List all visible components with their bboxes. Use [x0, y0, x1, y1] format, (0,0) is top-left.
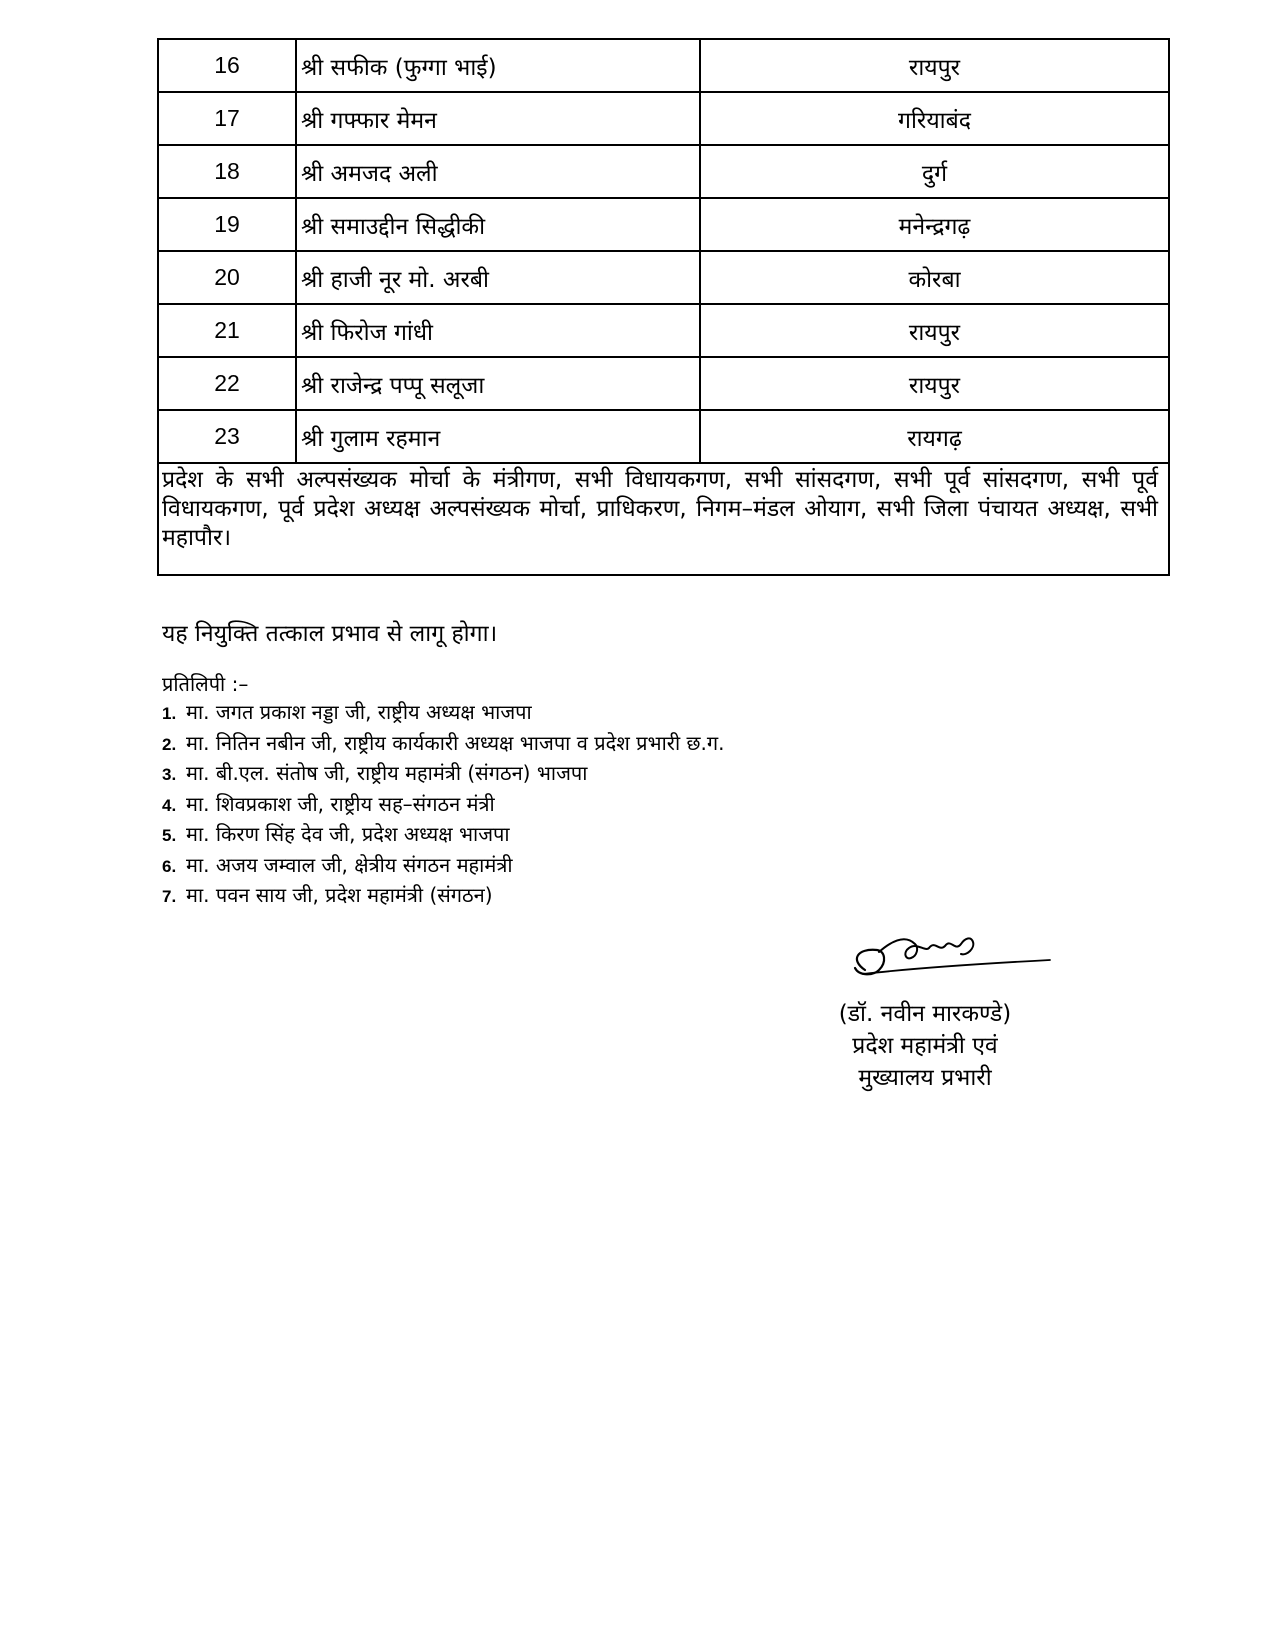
list-item-text: मा. पवन साय जी, प्रदेश महामंत्री (संगठन) [186, 883, 493, 907]
signatory-designation-secondary: मुख्यालय प्रभारी [858, 1065, 992, 1091]
list-item-number: 4. [162, 795, 177, 815]
member-name-cell: श्री सफीक (फुग्गा भाई) [296, 39, 700, 92]
list-item-number: 2. [162, 734, 177, 754]
list-item-text: मा. किरण सिंह देव जी, प्रदेश अध्यक्ष भाजपा [186, 822, 510, 846]
members-table-body [158, 39, 1169, 575]
table-row [158, 304, 1169, 357]
serial-number-cell: 23 [158, 410, 296, 463]
member-name-cell: श्री गुलाम रहमान [296, 410, 700, 463]
member-district-cell: कोरबा [700, 251, 1169, 304]
serial-number-cell: 19 [158, 198, 296, 251]
signatory-name: (डॉ. नवीन मारकण्डे) [838, 1001, 1012, 1027]
member-district-cell: रायपुर [700, 39, 1169, 92]
list-item [162, 790, 724, 821]
member-name-cell: श्री फिरोज गांधी [296, 304, 700, 357]
member-name-cell: श्री राजेन्द्र पप्पू सलूजा [296, 357, 700, 410]
table-row [158, 145, 1169, 198]
list-item [162, 820, 724, 851]
table-row [158, 357, 1169, 410]
member-name-cell: श्री अमजद अली [296, 145, 700, 198]
list-item-text: मा. बी.एल. संतोष जी, राष्ट्रीय महामंत्री (संगठन) भाजपा [186, 761, 588, 785]
table-row [158, 410, 1169, 463]
members-table [157, 38, 1170, 576]
copy-to-list [162, 698, 724, 912]
list-item-text: मा. नितिन नबीन जी, राष्ट्रीय कार्यकारी अध्यक्ष भाजपा व प्रदेश प्रभारी छ.ग. [186, 730, 725, 755]
list-item-number: 6. [162, 856, 177, 876]
serial-number-cell: 20 [158, 251, 296, 304]
table-row [158, 39, 1169, 92]
list-item [162, 881, 724, 912]
table-row [158, 251, 1169, 304]
handwritten-signature [845, 930, 1055, 992]
serial-number-cell: 21 [158, 304, 296, 357]
signature-block [790, 998, 1060, 1094]
member-name-cell: श्री हाजी नूर मो. अरबी [296, 251, 700, 304]
serial-number-cell: 18 [158, 145, 296, 198]
member-district-cell: दुर्ग [700, 145, 1169, 198]
member-district-cell: रायपुर [700, 304, 1169, 357]
member-district-cell: मनेन्द्रगढ़ [700, 198, 1169, 251]
serial-number-cell: 16 [158, 39, 296, 92]
list-item-text: मा. जगत प्रकाश नड्डा जी, राष्ट्रीय अध्यक्ष भाजपा [186, 700, 532, 724]
table-row [158, 92, 1169, 145]
table-row [158, 198, 1169, 251]
special-invitees-row [158, 463, 1169, 575]
member-district-cell: रायगढ़ [700, 410, 1169, 463]
list-item-text: मा. शिवप्रकाश जी, राष्ट्रीय सह–संगठन मंत्री [186, 791, 495, 816]
list-item-number: 3. [162, 765, 177, 784]
special-invitees-note: प्रदेश के सभी अल्पसंख्यक मोर्चा के मंत्रीगण, सभी विधायकगण, सभी सांसदगण, सभी पूर्व सांसदगण, सभी पूर्व विधायकगण, पूर्व प्रदेश अध्यक्ष अल्पसंख्यक मोर्चा, प्राधिकरण, निगम–मंडल ओयाग, सभी जिला पंचायत अध्यक्ष, सभी महापौर। [158, 463, 1169, 575]
member-name-cell: श्री गफ्फार मेमन [296, 92, 700, 145]
signatory-designation: प्रदेश महामंत्री एवं [852, 1033, 998, 1059]
member-district-cell: गरियाबंद [700, 92, 1169, 145]
list-item-number: 5. [162, 826, 177, 845]
serial-number-cell: 17 [158, 92, 296, 145]
member-district-cell: रायपुर [700, 357, 1169, 410]
list-item [162, 729, 724, 760]
copy-to-heading: प्रतिलिपी :– [162, 672, 249, 696]
list-item-text: मा. अजय जम्वाल जी, क्षेत्रीय संगठन महामंत्री [186, 852, 513, 877]
serial-number-cell: 22 [158, 357, 296, 410]
list-item-number: 1. [162, 704, 177, 723]
list-item [162, 851, 724, 882]
list-item [162, 698, 724, 729]
list-item [162, 759, 724, 790]
list-item-number: 7. [162, 887, 177, 906]
member-name-cell: श्री समाउद्दीन सिद्धीकी [296, 198, 700, 251]
effective-immediately-line: यह नियुक्ति तत्काल प्रभाव से लागू होगा। [162, 621, 498, 647]
